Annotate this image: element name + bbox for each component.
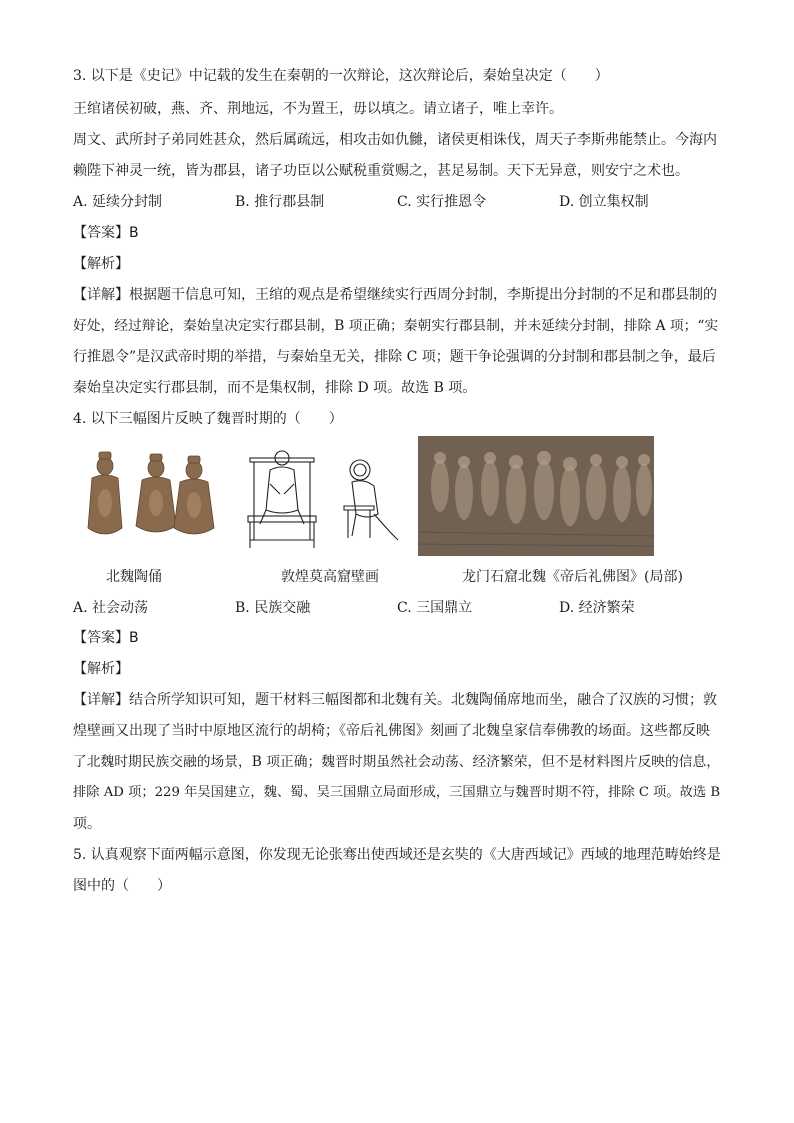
q3-option-c[interactable]: C. 实行推恩令 <box>397 194 487 210</box>
q4-detail-line-4: 排除 AD 项；229 年吴国建立，魏、蜀、吴三国鼎立局面形成，三国鼎立与魏晋时期不符，排除 C 项。故选 B <box>73 785 721 800</box>
q3-detail-line-3: 行推恩令”是汉武帝时期的举措，与秦始皇无关，排除 C 项；题干争论强调的分封制和郡县制之争，最后 <box>73 349 716 365</box>
caption-dunhuang: 敦煌莫高窟壁画 <box>281 569 379 585</box>
caption-longmen: 龙门石窟北魏《帝后礼佛图》(局部) <box>462 569 683 585</box>
q3-material-1: 王绾诸侯初破，燕、齐、荆地远，不为置王，毋以填之。请立诸子，唯上幸许。 <box>73 101 563 117</box>
q5-stem-line-1: 5. 认真观察下面两幅示意图，你发现无论张骞出使西域还是玄奘的《大唐西域记》西域的地理范畴始终是 <box>73 847 721 863</box>
q4-option-b[interactable]: B. 民族交融 <box>235 600 311 616</box>
q4-detail-line-2: 煌壁画又出现了当时中原地区流行的胡椅；《帝后礼佛图》刻画了北魏皇家信奉佛教的场面。这些都反映 <box>73 723 710 739</box>
q4-option-d[interactable]: D. 经济繁荣 <box>559 600 635 616</box>
q3-detail-line-4: 秦始皇决定实行郡县制，而不是集权制，排除 D 项。故选 B 项。 <box>73 380 477 396</box>
q4-analysis-label: 【解析】 <box>73 661 129 677</box>
q4-detail-line-5: 项。 <box>73 816 101 832</box>
caption-pottery: 北魏陶俑 <box>106 569 162 585</box>
q4-option-c[interactable]: C. 三国鼎立 <box>397 600 473 616</box>
q3-answer: 【答案】B <box>73 225 139 241</box>
q3-material-2-line-1: 周文、武所封子弟同姓甚众，然后属疏远，相攻击如仇雠，诸侯更相诛伐，周天子李斯弗能禁止。今海内 <box>73 132 717 148</box>
q3-options <box>73 192 723 212</box>
q3-option-b[interactable]: B. 推行郡县制 <box>235 194 325 210</box>
q3-option-a[interactable]: A. 延续分封制 <box>73 194 163 210</box>
q3-detail-line-2: 好处，经过辩论，秦始皇决定实行郡县制，B 项正确；秦朝实行郡县制，并未延续分封制，排除 A 项；“实 <box>73 318 719 334</box>
q5-stem-line-2: 图中的（ ） <box>73 878 171 894</box>
q4-detail-line-1: 【详解】结合所学知识可知，题干材料三幅图都和北魏有关。北魏陶俑席地而坐，融合了汉族的习惯；敦 <box>73 692 717 708</box>
q3-stem: 3. 以下是《史记》中记载的发生在秦朝的一次辩论，这次辩论后，秦始皇决定（ ） <box>73 68 609 84</box>
q4-option-a[interactable]: A. 社会动荡 <box>73 600 149 616</box>
q4-detail-line-3: 了北魏时期民族交融的场景，B 项正确；魏晋时期虽然社会动荡、经济繁荣，但不是材料图片反映的信息， <box>73 754 720 770</box>
q4-options <box>73 598 723 618</box>
q3-material-2-line-2: 赖陛下神灵一统，皆为郡县，诸子功臣以公赋税重赏赐之，甚足易制。天下无异意，则安宁之术也。 <box>73 163 689 179</box>
pottery-figurines-image <box>78 448 218 548</box>
longmen-relief-image <box>418 436 654 556</box>
q4-stem: 4. 以下三幅图片反映了魏晋时期的（ ） <box>73 411 343 427</box>
dunhuang-mural-drawing <box>240 444 410 556</box>
q3-detail-line-1: 【详解】根据题干信息可知，王绾的观点是希望继续实行西周分封制，李斯提出分封制的不足和郡县制的 <box>73 287 717 303</box>
q4-answer: 【答案】B <box>73 630 139 646</box>
q3-analysis-label: 【解析】 <box>73 256 129 272</box>
q3-option-d[interactable]: D. 创立集权制 <box>559 194 649 210</box>
